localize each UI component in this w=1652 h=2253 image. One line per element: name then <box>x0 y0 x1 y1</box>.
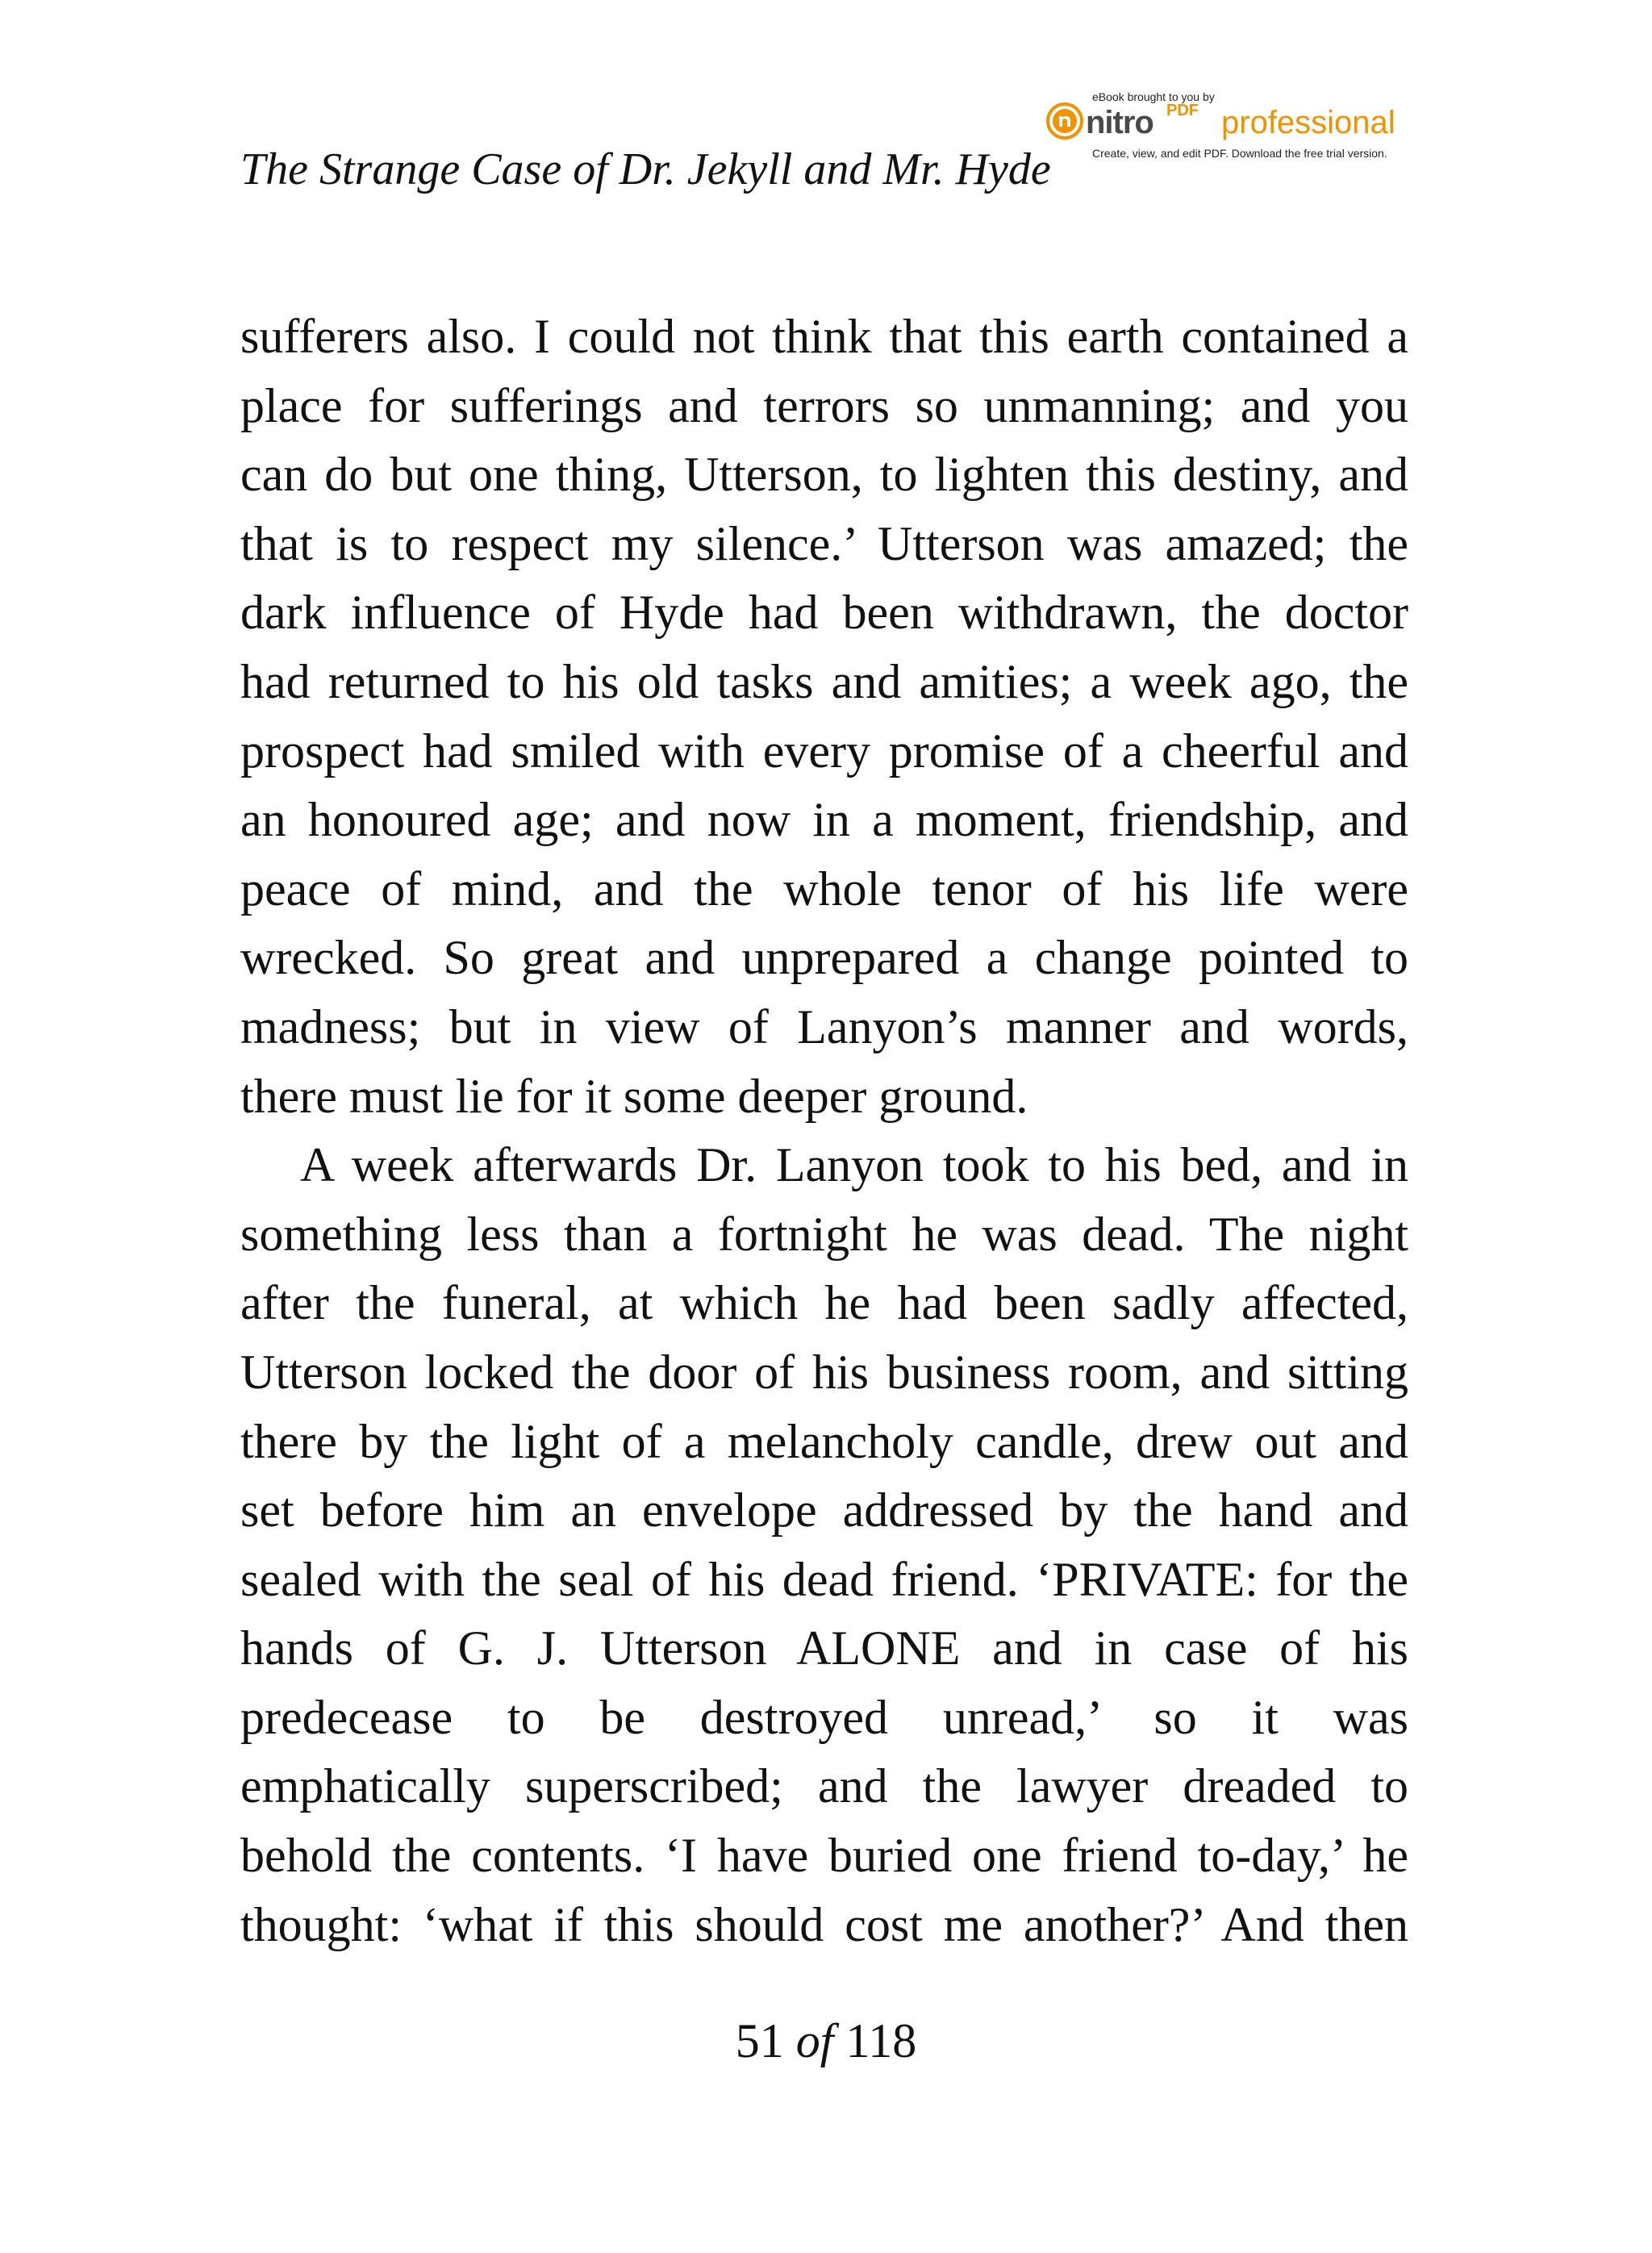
text-line: there must lie for it some deeper ground. <box>240 1069 1028 1123</box>
nitro-logo-icon <box>1045 102 1084 140</box>
book-title: The Strange Case of Dr. Jekyll and Mr. Hyde <box>240 144 1051 194</box>
text-line: predecease to be destroyed unread,’ so it was <box>240 1690 1408 1744</box>
text-line: sufferers also. I could not think that this earth contained a <box>240 310 1408 363</box>
page-number <box>0 2014 1652 2067</box>
text-line: an honoured age; and now in a moment, friendship, and <box>240 793 1408 847</box>
text-line: madness; but in view of Lanyon’s manner and words, <box>240 999 1408 1053</box>
page-current: 51 <box>735 2014 784 2067</box>
text-line: can do but one thing, Utterson, to lighten this destiny, and <box>240 448 1408 502</box>
text-line: prospect had smiled with every promise of a cheerful and <box>240 724 1408 778</box>
ad-tagline-top: eBook brought to you by <box>1092 90 1215 103</box>
text-line: thought: ‘what if this should cost me another?’ And then <box>240 1897 1408 1951</box>
text-line: emphatically superscribed; and the lawyer dreaded to <box>240 1759 1408 1813</box>
ad-tagline-bottom: Create, view, and edit PDF. Download the free trial version. <box>1092 147 1387 160</box>
text-line: had returned to his old tasks and amities; a week ago, the <box>240 654 1408 708</box>
body-text <box>240 302 1408 1959</box>
nitro-pdf-banner[interactable] <box>1045 90 1413 171</box>
text-line: dark influence of Hyde had been withdrawn, the doctor <box>240 586 1408 640</box>
text-line: Utterson locked the door of his business room, and sitting <box>240 1345 1408 1399</box>
page-total: 118 <box>845 2014 917 2067</box>
text-line: hands of G. J. Utterson ALONE and in case of his <box>240 1621 1408 1675</box>
text-line: wrecked. So great and unprepared a change pointed to <box>240 931 1408 985</box>
text-line: behold the contents. ‘I have buried one friend to-day,’ he <box>240 1829 1408 1883</box>
text-line: after the funeral, at which he had been sadly affected, <box>240 1276 1408 1330</box>
text-line: peace of mind, and the whole tenor of his life were <box>240 862 1408 916</box>
ad-brand: nitro <box>1086 105 1153 140</box>
ad-product: professional <box>1221 105 1395 140</box>
text-line: there by the light of a melancholy candle, drew out and <box>240 1414 1408 1468</box>
text-line: A week afterwards Dr. Lanyon took to his bed, and in <box>300 1138 1408 1192</box>
text-line: something less than a fortnight he was dead. The night <box>240 1207 1408 1261</box>
text-line: place for sufferings and terrors so unmanning; and you <box>240 378 1408 432</box>
page-of: of <box>795 2014 834 2067</box>
text-line: set before him an envelope addressed by the hand and <box>240 1483 1408 1537</box>
text-line: sealed with the seal of his dead friend. ‘PRIVATE: for the <box>240 1552 1408 1606</box>
text-line: that is to respect my silence.’ Utterson was amazed; the <box>240 516 1408 570</box>
ad-pdf-superscript: PDF <box>1166 102 1199 119</box>
